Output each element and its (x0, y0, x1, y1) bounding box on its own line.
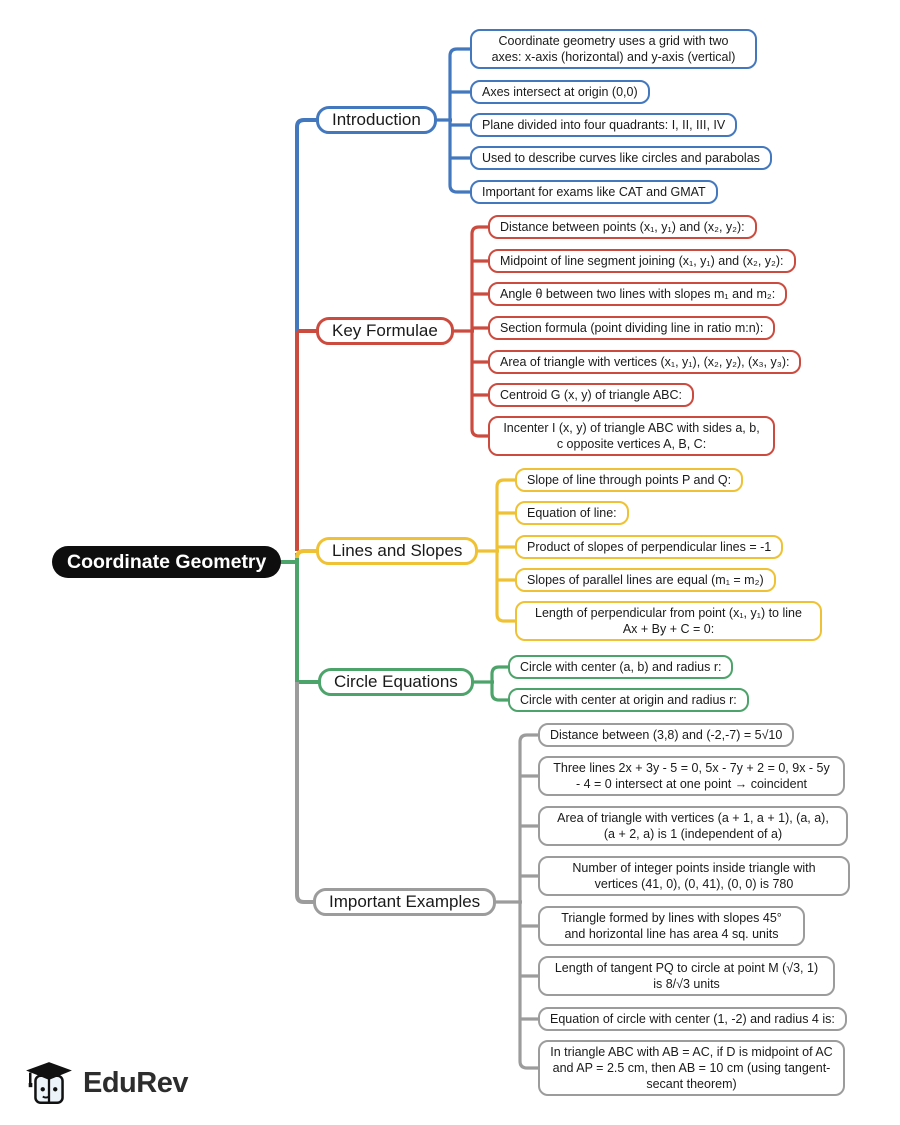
leaf-node: Equation of circle with center (1, -2) and radius 4 is: (538, 1007, 847, 1031)
leaf-node: Circle with center at origin and radius r: (508, 688, 749, 712)
leaf-node: Midpoint of line segment joining (x₁, y₁) and (x₂, y₂): (488, 249, 796, 273)
leaf-node: Important for exams like CAT and GMAT (470, 180, 718, 204)
leaf-node: Axes intersect at origin (0,0) (470, 80, 650, 104)
leaf-node: Circle with center (a, b) and radius r: (508, 655, 733, 679)
leaf-node: Coordinate geometry uses a grid with two axes: x-axis (horizontal) and y-axis (vertical) (470, 29, 757, 69)
leaf-node: Section formula (point dividing line in ratio m:n): (488, 316, 775, 340)
leaf-node: Angle θ between two lines with slopes m₁ and m₂: (488, 282, 787, 306)
root-node-coordinate-geometry: Coordinate Geometry (52, 546, 281, 578)
edurev-wordmark: EduRev (83, 1066, 188, 1099)
graduation-cap-icon (24, 1058, 74, 1108)
leaf-node: Number of integer points inside triangle with vertices (41, 0), (0, 41), (0, 0) is 780 (538, 856, 850, 896)
leaf-node: Equation of line: (515, 501, 629, 525)
leaf-node: Slope of line through points P and Q: (515, 468, 743, 492)
leaf-node: Distance between (3,8) and (-2,-7) = 5√10 (538, 723, 794, 747)
leaf-node: Product of slopes of perpendicular lines = -1 (515, 535, 783, 559)
leaf-node: Incenter I (x, y) of triangle ABC with sides a, b, c opposite vertices A, B, C: (488, 416, 775, 456)
branch-lines-and-slopes: Lines and Slopes (316, 537, 478, 565)
leaf-node: Used to describe curves like circles and parabolas (470, 146, 772, 170)
leaf-node: Length of perpendicular from point (x₁, y₁) to line Ax + By + C = 0: (515, 601, 822, 641)
leaf-node: Length of tangent PQ to circle at point M (√3, 1) is 8/√3 units (538, 956, 835, 996)
edurev-logo (24, 1058, 188, 1108)
leaf-node: Distance between points (x₁, y₁) and (x₂, y₂): (488, 215, 757, 239)
branch-important-examples: Important Examples (313, 888, 496, 916)
leaf-node: Triangle formed by lines with slopes 45° and horizontal line has area 4 sq. units (538, 906, 805, 946)
leaf-node: In triangle ABC with AB = AC, if D is midpoint of AC and AP = 2.5 cm, then AB = 10 cm (using tangent-secant theorem) (538, 1040, 845, 1096)
leaf-node: Centroid G (x, y) of triangle ABC: (488, 383, 694, 407)
leaf-node: Slopes of parallel lines are equal (m₁ = m₂) (515, 568, 776, 592)
leaf-node: Three lines 2x + 3y - 5 = 0, 5x - 7y + 2 = 0, 9x - 5y - 4 = 0 intersect at one point → coincident (538, 756, 845, 796)
branch-key-formulae: Key Formulae (316, 317, 454, 345)
branch-introduction: Introduction (316, 106, 437, 134)
leaf-node: Area of triangle with vertices (x₁, y₁), (x₂, y₂), (x₃, y₃): (488, 350, 801, 374)
leaf-node: Plane divided into four quadrants: I, II, III, IV (470, 113, 737, 137)
leaf-node: Area of triangle with vertices (a + 1, a + 1), (a, a), (a + 2, a) is 1 (independent of a) (538, 806, 848, 846)
branch-circle-equations: Circle Equations (318, 668, 474, 696)
